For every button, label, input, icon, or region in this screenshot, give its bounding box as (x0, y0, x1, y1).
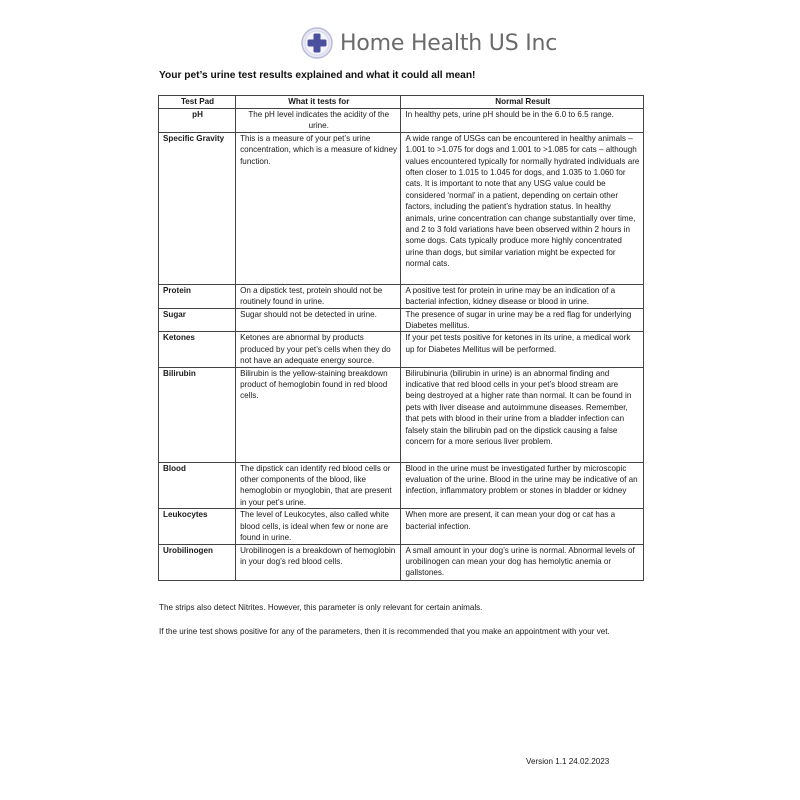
column-header-test-pad: Test Pad (159, 96, 236, 109)
table-row-urobilinogen (159, 544, 644, 580)
tests-for-cell: Ketones are abnormal by products produced by your pet’s cells when they do not have an adequate energy source. (236, 332, 401, 367)
test-pad-cell: Protein (159, 284, 236, 308)
tests-for-cell: The pH level indicates the acidity of the urine. (236, 109, 401, 133)
column-header-normal-result: Normal Result (401, 96, 644, 109)
tests-for-cell: Sugar should not be detected in urine. (236, 308, 401, 332)
test-pad-cell: Specific Gravity (159, 132, 236, 284)
tests-for-cell: This is a measure of your pet’s urine concentration, which is a measure of kidney function. (236, 132, 401, 284)
nitrites-note: The strips also detect Nitrites. However, this parameter is only relevant for certain animals. (159, 603, 483, 612)
table-row-ketones (159, 332, 644, 367)
normal-result-cell: If your pet tests positive for ketones in its urine, a medical work up for Diabetes Mellitus will be performed. (401, 332, 644, 367)
test-pad-cell: Bilirubin (159, 367, 236, 462)
test-pad-cell: Blood (159, 462, 236, 509)
page-title: Your pet’s urine test results explained and what it could all mean! (159, 70, 476, 81)
table-row-ph (159, 109, 644, 133)
table-row-protein (159, 284, 644, 308)
test-pad-cell: Urobilinogen (159, 544, 236, 580)
normal-result-cell: Bilirubinuria (bilirubin in urine) is an abnormal finding and indicative that red blood cells in your pet’s blood stream are being destroyed at a higher rate than normal. It can be found in pets with liver disease and autoimmune diseases. Remember, that pets with blood in their urine from a bladder infection can falsely stain the bilirubin pad on the dipstick causing a false concern for a more serious liver problem. (401, 367, 644, 462)
tests-for-cell: The level of Leukocytes, also called white blood cells, is ideal when few or none are found in urine. (236, 509, 401, 544)
tests-for-cell: The dipstick can identify red blood cells or other components of the blood, like hemoglobin or myoglobin, that are present in your pet’s urine. (236, 462, 401, 509)
medical-cross-icon (301, 27, 333, 59)
company-name: Home Health US Inc (340, 30, 558, 56)
tests-for-cell: Urobilinogen is a breakdown of hemoglobin in your dog’s red blood cells. (236, 544, 401, 580)
results-table (158, 95, 644, 581)
normal-result-cell: A positive test for protein in urine may be an indication of a bacterial infection, kidney disease or blood in urine. (401, 284, 644, 308)
appointment-note: If the urine test shows positive for any of the parameters, then it is recommended that you make an appointment with your vet. (159, 627, 610, 636)
normal-result-cell: In healthy pets, urine pH should be in the 6.0 to 6.5 range. (401, 109, 644, 133)
table-row-specific-gravity (159, 132, 644, 284)
normal-result-cell: A wide range of USGs can be encountered in healthy animals – 1.001 to >1.075 for dogs and 1.001 to >1.085 for cats – although values encountered typically for normally hydrated individuals are often closer to 1.015 to 1.045 for dogs, and 1.035 to 1.060 for cats. It is important to note that any USG value could be considered ‘normal’ in a patient, depending on certain other factors, including the patient’s hydration status. In healthy animals, urine concentration can change substantially over time, and 2 to 3 fold variations have been observed within 2 hours in some dogs. Cats typically produce more highly concentrated urine than dogs, but similar variation might be expected for normal cats. (401, 132, 644, 284)
table-row-sugar (159, 308, 644, 332)
normal-result-cell: Blood in the urine must be investigated further by microscopic evaluation of the urine. Blood in the urine may be indicative of an infection, inflammatory problem or stones in bladder or kidney (401, 462, 644, 509)
normal-result-cell: A small amount in your dog’s urine is normal. Abnormal levels of urobilinogen can mean your dog has hemolytic anemia or gallstones. (401, 544, 644, 580)
table-row-blood (159, 462, 644, 509)
version-label: Version 1.1 24.02.2023 (526, 757, 610, 766)
column-header-tests-for: What it tests for (236, 96, 401, 109)
company-logo (301, 26, 557, 60)
test-pad-cell: Leukocytes (159, 509, 236, 544)
table-header-row (159, 96, 644, 109)
tests-for-cell: On a dipstick test, protein should not be routinely found in urine. (236, 284, 401, 308)
test-pad-cell: Sugar (159, 308, 236, 332)
normal-result-cell: The presence of sugar in urine may be a red flag for underlying Diabetes mellitus. (401, 308, 644, 332)
table-row-leukocytes (159, 509, 644, 544)
test-pad-cell: Ketones (159, 332, 236, 367)
table-row-bilirubin (159, 367, 644, 462)
tests-for-cell: Bilirubin is the yellow-staining breakdown product of hemoglobin found in red blood cells. (236, 367, 401, 462)
normal-result-cell: When more are present, it can mean your dog or cat has a bacterial infection. (401, 509, 644, 544)
test-pad-cell: pH (159, 109, 236, 133)
